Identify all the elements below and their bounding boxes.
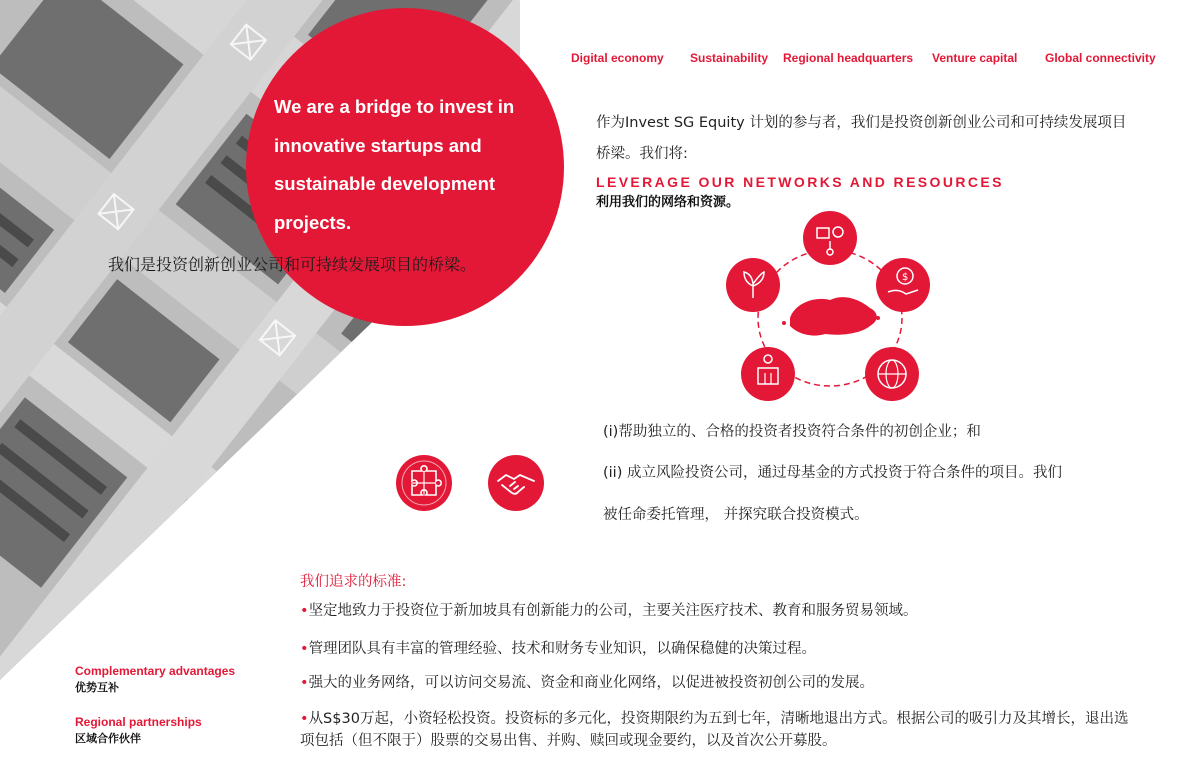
leverage-title-en: LEVERAGE OUR NETWORKS AND RESOURCES: [596, 174, 1004, 190]
hero-headline: [274, 88, 554, 242]
bullet-dot: •: [300, 641, 309, 657]
hero-line: innovative startups and: [274, 134, 482, 156]
criteria-item: [300, 672, 1130, 694]
dollar-hand-icon: [876, 258, 930, 312]
building-location-icon: [741, 347, 795, 401]
intro-paragraph: 作为Invest SG Equity 计划的参与者，我们是投资创新创业公司和可持续发展项目桥梁。我们将:: [596, 115, 1127, 162]
nav-venture-capital[interactable]: Venture capital: [932, 51, 1018, 65]
nav-digital-economy[interactable]: Digital economy: [571, 51, 664, 65]
svg-text:$: $: [902, 272, 909, 283]
networks-diagram: [720, 208, 940, 403]
plant-icon: [726, 258, 780, 312]
criteria-item-text: 坚定地致力于投资位于新加坡具有创新能力的公司，主要关注医疗技术、教育和服务贸易领域。: [308, 603, 918, 619]
point-2-line-2: 被任命委托管理， 并探究联合投资模式。: [603, 507, 869, 523]
puzzle-icon: [396, 455, 452, 511]
nav-regional-headquarters[interactable]: Regional headquarters: [783, 51, 914, 65]
criteria-item: [300, 638, 1130, 660]
nav-sustainability[interactable]: Sustainability: [690, 51, 769, 65]
point-1: (i)帮助独立的、合格的投资者投资符合条件的初创企业；和: [603, 424, 981, 440]
hero-subtitle-cn: 我们是投资创新创业公司和可持续发展项目的桥梁。: [108, 255, 477, 274]
handshake-icon: [488, 455, 544, 511]
criteria-item-text: 强大的业务网络，可以访问交易流、资金和商业化网络，以促进被投资初创公司的发展。: [308, 675, 875, 691]
nav-global-connectivity[interactable]: Global connectivity: [1045, 51, 1156, 65]
criteria-title: 我们追求的标准:: [300, 574, 407, 590]
hero-line: We are a bridge to invest in: [274, 96, 515, 117]
bullet-dot: •: [300, 711, 309, 727]
network-devices-icon: [803, 211, 857, 265]
criteria-item: [300, 708, 1130, 752]
sidebar-item-regional-partnerships[interactable]: Regional partnerships: [75, 715, 202, 729]
globe-icon: [865, 347, 919, 401]
hero-line: sustainable development: [274, 173, 496, 194]
bullet-dot: •: [300, 675, 309, 691]
sidebar-item-label-cn: 优势互补: [75, 681, 119, 694]
leverage-title-cn: 利用我们的网络和资源。: [596, 195, 740, 210]
criteria-item-text: 管理团队具有丰富的管理经验、技术和财务专业知识，以确保稳健的决策过程。: [308, 641, 817, 657]
sidebar-item-complementary-advantages[interactable]: Complementary advantages: [75, 664, 236, 678]
sidebar-item-label-cn: 区域合作伙伴: [75, 732, 141, 745]
bullet-dot: •: [300, 603, 309, 619]
singapore-map-icon: [782, 297, 880, 335]
criteria-item-text: 从S$30万起，小资轻松投资。投资标的多元化，投资期限约为五到七年，清晰地退出方式。根据公司的吸引力及其增长，退出选项包括（但不限于）股票的交易出售、并购、赎回或现金要约，以及首次公开募股。: [300, 711, 1129, 749]
point-2-line-1: (ii) 成立风险投资公司，通过母基金的方式投资于符合条件的项目。我们: [603, 465, 1062, 481]
hero-line: projects.: [274, 211, 352, 233]
criteria-item: [300, 600, 1130, 622]
